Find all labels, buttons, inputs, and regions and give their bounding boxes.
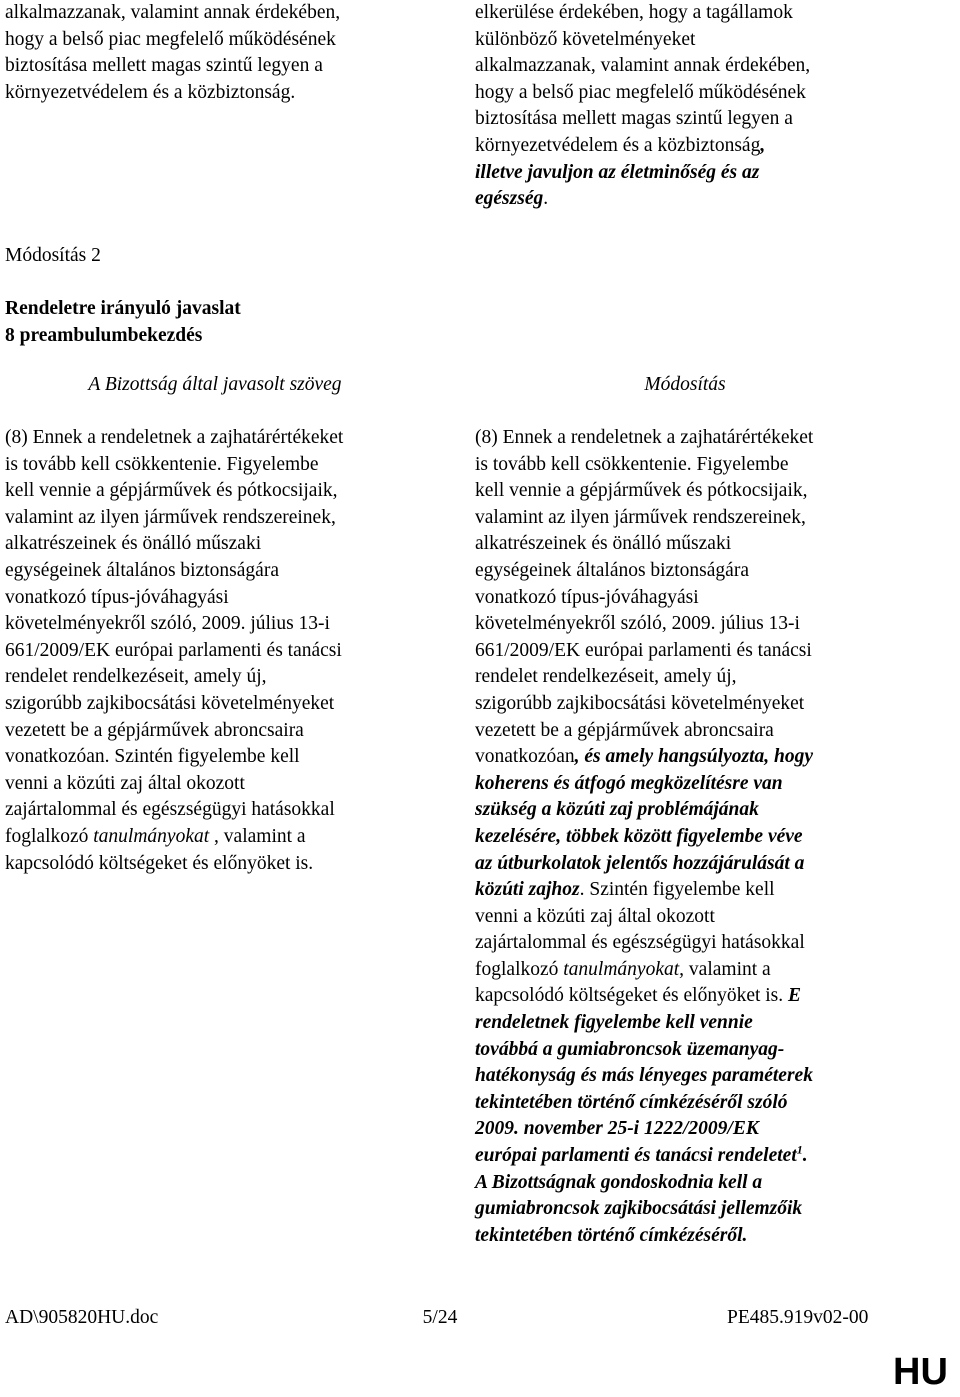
amended-text: hatékonyság és más lényeges paraméterek	[475, 1065, 813, 1087]
text-line: kell vennie a gépjárművek és pótkocsijaik,	[475, 480, 808, 502]
text-line: alkatrészeinek és önálló műszaki	[475, 533, 732, 555]
amended-text: A Bizottságnak gondoskodnia kell a	[475, 1171, 763, 1193]
amended-text: ,	[760, 134, 766, 156]
right-column-header: Módosítás	[644, 374, 726, 395]
amended-text: közúti zajhoz	[475, 879, 580, 901]
text-fragment: . Szintén figyelembe kell	[579, 879, 775, 901]
text-line: biztosítása mellett magas szintű legyen a	[5, 55, 323, 77]
text-line	[475, 133, 895, 160]
text-line: követelményekről szóló, 2009. július 13-i	[475, 613, 800, 635]
text-line: vonatkozóan. Szintén figyelembe kell	[5, 746, 300, 768]
text-line: venni a közúti zaj által okozott	[5, 772, 245, 794]
amended-text: továbbá a gumiabroncsok üzemanyag-	[475, 1038, 785, 1060]
amended-text: koherens és átfogó megközelítésre van	[475, 772, 783, 794]
text-line: vonatkozó típus-jóváhagyási	[475, 586, 699, 608]
text-line: zajártalommal és egészségügyi hatásokkal	[5, 799, 335, 821]
text-line: vezetett be a gépjárművek abroncsaira	[475, 719, 774, 741]
text-line: zajártalommal és egészségügyi hatásokkal	[475, 932, 805, 954]
amended-text: tekintetében történő címkézéséről.	[475, 1224, 748, 1246]
text-line: hogy a belső piac megfelelő működésének	[5, 28, 336, 50]
text-fragment: kapcsolódó költségeket és előnyöket is.	[475, 985, 789, 1007]
amended-text: tekintetében történő címkézéséről szóló	[475, 1091, 788, 1113]
text-line: is tovább kell csökkentenie. Figyelembe	[475, 453, 789, 475]
italic-text: tanulmányokat	[93, 825, 210, 847]
text-line	[475, 1143, 895, 1170]
text-line: kapcsolódó költségeket és előnyöket is.	[5, 852, 314, 874]
text-line: követelményekről szóló, 2009. július 13-i	[5, 613, 330, 635]
amended-text: , és amely hangsúlyozta, hogy	[574, 746, 813, 768]
text-line: 661/2009/EK európai parlamenti és tanácsi	[475, 639, 812, 661]
amended-text: szükség a közúti zaj problémájának	[475, 799, 759, 821]
text-line: valamint az ilyen járművek rendszereinek,	[5, 506, 336, 528]
text-line	[475, 983, 895, 1010]
text-line: szigorúbb zajkibocsátási követelményeket	[475, 692, 805, 714]
amended-text: .	[802, 1145, 808, 1167]
text-line	[475, 186, 895, 213]
text-line: vezetett be a gépjárművek abroncsaira	[5, 719, 304, 741]
commission-text	[5, 425, 425, 877]
text-line	[5, 824, 425, 851]
text-fragment: vonatkozóan	[475, 746, 575, 768]
text-fragment: foglalkozó	[5, 825, 94, 847]
amended-text: európai parlamenti és tanácsi rendeletet	[475, 1145, 797, 1167]
text-fragment: , valamint a	[209, 825, 306, 847]
text-line: rendelet rendelkezéseit, amely új,	[5, 666, 267, 688]
text-line: elkerülése érdekében, hogy a tagállamok	[475, 2, 793, 23]
footer-doc-ref: AD\905820HU.doc	[5, 1307, 159, 1328]
text-line: biztosítása mellett magas szintű legyen a	[475, 108, 793, 130]
left-column-header: A Bizottság által javasolt szöveg	[88, 374, 342, 395]
text-line: 661/2009/EK európai parlamenti és tanácsi	[5, 639, 342, 661]
recital-title: 8 preambulumbekezdés	[5, 324, 203, 346]
amendment-text	[475, 425, 895, 1249]
amendment-heading	[5, 243, 425, 270]
amendment-subheading	[5, 296, 425, 349]
amended-text: kezelésére, többek között figyelembe véve	[475, 825, 803, 847]
text-line: valamint az ilyen járművek rendszereinek,	[475, 506, 806, 528]
footer-pe-ref: PE485.919v02-00	[727, 1307, 869, 1328]
text-line: hogy a belső piac megfelelő működésének	[475, 81, 806, 103]
text-line: környezetvédelem és a közbiztonság.	[5, 81, 296, 103]
italic-text: tanulmányokat,	[563, 958, 685, 980]
text-line: különböző követelményeket	[475, 28, 696, 50]
top-right-paragraph	[475, 0, 895, 213]
amendment-number: Módosítás 2	[5, 245, 101, 266]
text-line: egységeinek általános biztonságára	[5, 559, 279, 581]
text-line: venni a közúti zaj által okozott	[475, 905, 715, 927]
text-line: (8) Ennek a rendeletnek a zajhatárértékeket	[475, 427, 814, 448]
amended-text: 2009. november 25-i 1222/2009/EK	[475, 1118, 759, 1140]
text-line: alkalmazzanak, valamint annak érdekében,	[5, 2, 341, 23]
amended-text: az útburkolatok jelentős hozzájárulását a	[475, 852, 805, 874]
text-fragment: .	[543, 188, 549, 210]
text-line: egységeinek általános biztonságára	[475, 559, 749, 581]
footer-page-number: 5/24	[422, 1307, 458, 1328]
amended-text: egészség	[475, 188, 544, 210]
proposal-title: Rendeletre irányuló javaslat	[5, 298, 241, 319]
text-line: rendelet rendelkezéseit, amely új,	[475, 666, 737, 688]
top-left-paragraph	[5, 0, 425, 106]
amended-text: E	[788, 985, 802, 1007]
text-line	[475, 957, 895, 984]
text-fragment: valamint a	[684, 958, 771, 980]
amended-text: illetve javuljon az életminőség és az	[475, 161, 760, 183]
text-line	[475, 744, 895, 771]
amended-text: rendeletnek figyelembe kell vennie	[475, 1012, 753, 1034]
text-line: vonatkozó típus-jóváhagyási	[5, 586, 229, 608]
text-line	[475, 877, 895, 904]
text-line: alkalmazzanak, valamint annak érdekében,	[475, 55, 811, 77]
text-fragment: foglalkozó	[475, 958, 564, 980]
footnote-mark[interactable]: 1	[796, 1142, 803, 1157]
amended-text: gumiabroncsok zajkibocsátási jellemzőik	[475, 1198, 803, 1220]
text-line: kell vennie a gépjárművek és pótkocsijaik,	[5, 480, 338, 502]
language-code: HU	[893, 1351, 948, 1393]
text-fragment: környezetvédelem és a közbiztonság	[475, 134, 761, 156]
text-line: is tovább kell csökkentenie. Figyelembe	[5, 453, 319, 475]
text-line: alkatrészeinek és önálló műszaki	[5, 533, 262, 555]
text-line: (8) Ennek a rendeletnek a zajhatárértékeket	[5, 427, 344, 448]
text-line: szigorúbb zajkibocsátási követelményeket	[5, 692, 335, 714]
